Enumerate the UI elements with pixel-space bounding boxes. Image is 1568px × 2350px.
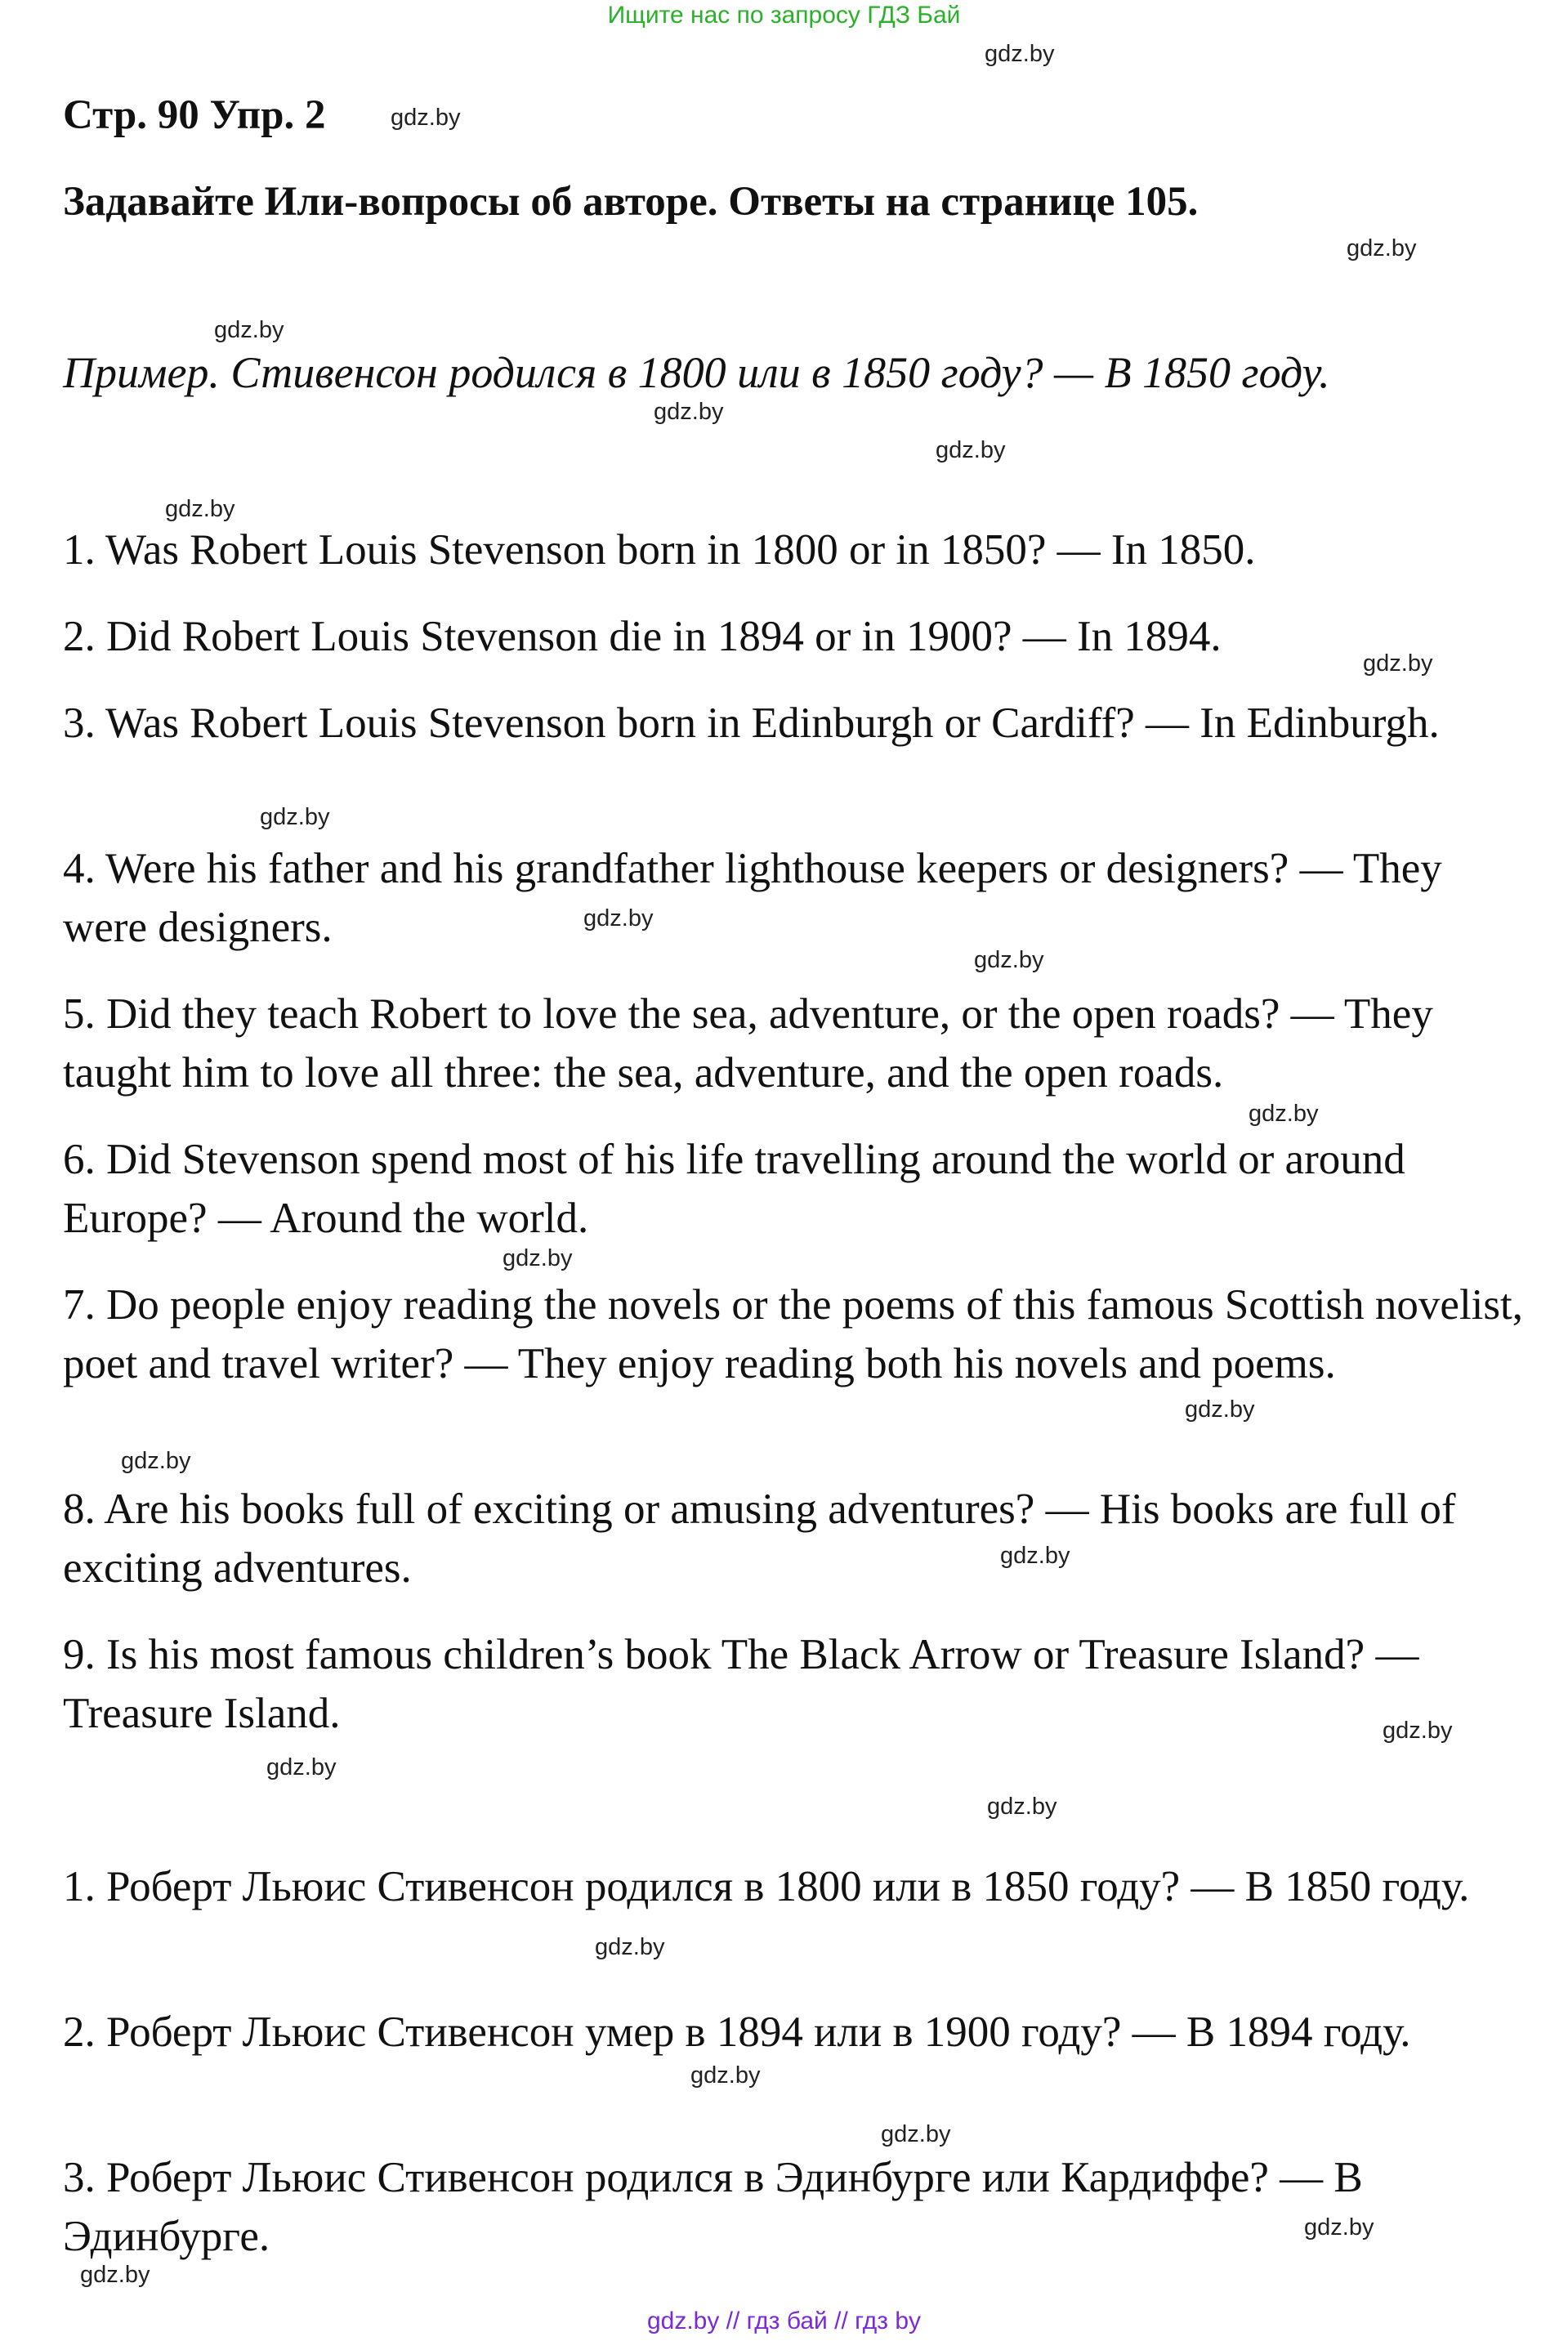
watermark: gdz.by: [654, 399, 724, 425]
page-reference: Стр. 90 Упр. 2: [63, 92, 326, 138]
watermark: gdz.by: [985, 41, 1055, 67]
watermark: gdz.by: [595, 1934, 665, 1960]
watermark: gdz.by: [583, 905, 654, 932]
english-item-7: 7. Do people enjoy reading the novels or the poems of this famous Scottish novelist, poet and travel writer? — They enjoy reading both his novels and poems.: [63, 1281, 1523, 1387]
watermark: gdz.by: [936, 437, 1006, 463]
watermark: gdz.by: [391, 105, 461, 131]
watermark: gdz.by: [1185, 1396, 1255, 1423]
watermark: gdz.by: [881, 2121, 951, 2147]
watermark: gdz.by: [1363, 650, 1433, 677]
watermark: gdz.by: [690, 2062, 761, 2089]
watermark: gdz.by: [1383, 1718, 1453, 1744]
english-item-4: 4. Were his father and his grandfather lighthouse keepers or designers? — They were designers.: [63, 845, 1442, 951]
russian-item-1: 1. Роберт Льюис Стивенсон родился в 1800 или в 1850 году? — В 1850 году.: [63, 1863, 1470, 1910]
watermark: gdz.by: [80, 2262, 150, 2288]
watermark: gdz.by: [165, 496, 235, 522]
watermark: gdz.by: [503, 1245, 573, 1271]
footer-links: gdz.by // гдз бай // гдз by: [646, 2308, 922, 2334]
english-item-6: 6. Did Stevenson spend most of his life travelling around the world or around Europe? — Around the world.: [63, 1136, 1405, 1242]
watermark: gdz.by: [1249, 1101, 1319, 1127]
watermark: gdz.by: [214, 317, 284, 343]
watermark: gdz.by: [1304, 2214, 1374, 2241]
english-item-8: 8. Are his books full of exciting or amusing adventures? — His books are full of exciting adventures.: [63, 1486, 1456, 1592]
watermark: gdz.by: [260, 804, 330, 830]
watermark: gdz.by: [1347, 235, 1417, 261]
watermark: gdz.by: [974, 947, 1044, 973]
watermark: gdz.by: [121, 1448, 191, 1474]
watermark: gdz.by: [1000, 1543, 1070, 1569]
task-title: Задавайте Или-вопросы об авторе. Ответы на странице 105.: [63, 179, 1199, 225]
english-item-2: 2. Did Robert Louis Stevenson die in 1894 or in 1900? — In 1894.: [63, 613, 1222, 660]
watermark: gdz.by: [987, 1794, 1057, 1820]
search-banner: Ищите нас по запросу ГДЗ Бай: [607, 2, 961, 29]
english-item-5: 5. Did they teach Robert to love the sea, adventure, or the open roads? — They taught him to love all three: the sea, adventure, and the open roads.: [63, 990, 1433, 1097]
example-line: Пример. Стивенсон родился в 1800 или в 1850 году? — В 1850 году.: [63, 348, 1330, 397]
english-item-9: 9. Is his most famous children’s book The Black Arrow or Treasure Island? — Treasure Island.: [63, 1631, 1419, 1737]
english-item-1: 1. Was Robert Louis Stevenson born in 1800 or in 1850? — In 1850.: [63, 526, 1256, 574]
watermark: gdz.by: [266, 1754, 337, 1780]
english-item-3: 3. Was Robert Louis Stevenson born in Edinburgh or Cardiff? — In Edinburgh.: [63, 699, 1440, 747]
russian-item-2: 2. Роберт Льюис Стивенсон умер в 1894 или в 1900 году? — В 1894 году.: [63, 2008, 1411, 2056]
russian-item-3: 3. Роберт Льюис Стивенсон родился в Эдинбурге или Кардиффе? — В Эдинбурге.: [63, 2154, 1363, 2260]
